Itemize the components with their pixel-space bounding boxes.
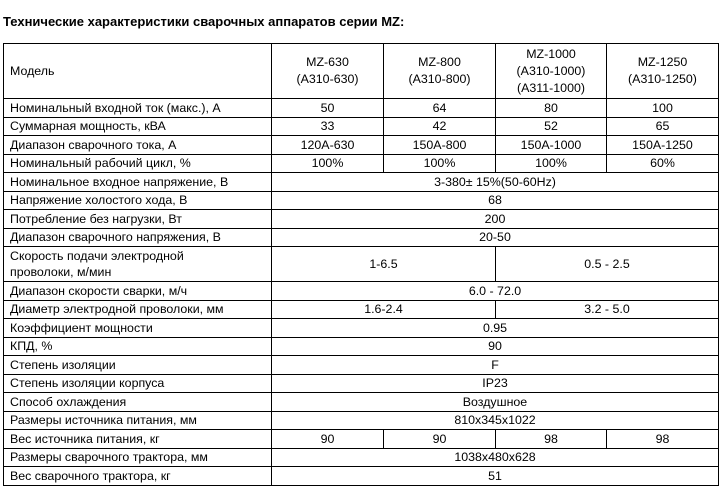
model-header-cell	[384, 44, 496, 99]
merged-value-cell: 6.0 - 72.0	[272, 282, 719, 301]
merged-value-cell: 200	[272, 210, 719, 229]
table-row	[4, 319, 719, 338]
table-row	[4, 228, 719, 247]
merged-value-cell: 3.2 - 5.0	[496, 300, 719, 319]
table-row	[4, 117, 719, 136]
table-row	[4, 430, 719, 449]
table-row	[4, 374, 719, 393]
value-cell: 100%	[384, 154, 496, 173]
table-row	[4, 210, 719, 229]
merged-value-cell: Воздушное	[272, 393, 719, 412]
table-row	[4, 282, 719, 301]
value-cell: 100%	[496, 154, 607, 173]
spec-table	[3, 43, 719, 486]
row-label-cell: Номинальный рабочий цикл, %	[4, 154, 272, 173]
row-label-cell: Номинальное входное напряжение, В	[4, 173, 272, 192]
value-cell: 150A-1250	[607, 136, 719, 155]
model-code-alt: (A311-1000)	[517, 80, 585, 95]
merged-value-cell: 0.5 - 2.5	[496, 247, 719, 282]
table-row	[4, 337, 719, 356]
table-row	[4, 99, 719, 118]
row-label-cell: Потребление без нагрузки, Вт	[4, 210, 272, 229]
row-label-cell: Напряжение холостого хода, В	[4, 191, 272, 210]
value-cell: 90	[384, 430, 496, 449]
row-label-line: проволоки, м/мин	[10, 265, 112, 279]
row-label-cell: Размеры сварочного трактора, мм	[4, 448, 272, 467]
row-label-cell: Способ охлаждения	[4, 393, 272, 412]
model-name: MZ-800	[418, 55, 461, 69]
row-label-cell: Диапазон скорости сварки, м/ч	[4, 282, 272, 301]
merged-value-cell: 68	[272, 191, 719, 210]
value-cell: 120A-630	[272, 136, 384, 155]
model-code: (A310-1000)	[516, 63, 586, 78]
merged-value-cell: 810x345x1022	[272, 411, 719, 430]
table-row	[4, 467, 719, 486]
table-row	[4, 411, 719, 430]
value-cell: 100	[607, 99, 719, 118]
model-name: MZ-1000	[526, 46, 576, 61]
value-cell: 65	[607, 117, 719, 136]
row-label-cell: Суммарная мощность, кВА	[4, 117, 272, 136]
model-code: (A310-800)	[408, 72, 471, 86]
document-title: Технические характеристики сварочных аппаратов серии MZ:	[3, 14, 405, 29]
value-cell: 33	[272, 117, 384, 136]
row-label-cell: Коэффициент мощности	[4, 319, 272, 338]
value-cell: 150A-1000	[496, 136, 607, 155]
header-label-cell: Модель	[4, 44, 272, 99]
model-header-cell	[607, 44, 719, 99]
merged-value-cell: 1-6.5	[272, 247, 496, 282]
merged-value-cell: 3-380± 15%(50-60Hz)	[272, 173, 719, 192]
row-label-line: Скорость подачи электродной	[10, 249, 184, 263]
row-label-cell: Вес источника питания, кг	[4, 430, 272, 449]
model-name: MZ-1250	[637, 55, 688, 69]
merged-value-cell: 90	[272, 337, 719, 356]
value-cell: 90	[272, 430, 384, 449]
value-cell: 52	[496, 117, 607, 136]
merged-value-cell: IP23	[272, 374, 719, 393]
merged-value-cell: 20-50	[272, 228, 719, 247]
value-cell: 80	[496, 99, 607, 118]
row-label-cell: Диапазон сварочного тока, А	[4, 136, 272, 155]
row-label-cell: Номинальный входной ток (макс.), А	[4, 99, 272, 118]
value-cell: 64	[384, 99, 496, 118]
table-row	[4, 393, 719, 412]
row-label-cell: Вес сварочного трактора, кг	[4, 467, 272, 486]
row-label-cell: Степень изоляции корпуса	[4, 374, 272, 393]
table-row	[4, 191, 719, 210]
merged-value-cell: 51	[272, 467, 719, 486]
table-header-row	[4, 44, 719, 99]
value-cell: 150A-800	[384, 136, 496, 155]
value-cell: 98	[496, 430, 607, 449]
model-name: MZ-630	[306, 55, 349, 69]
value-cell: 50	[272, 99, 384, 118]
model-code: (A310-1250)	[628, 72, 697, 86]
value-cell: 60%	[607, 154, 719, 173]
row-label-cell: Размеры источника питания, мм	[4, 411, 272, 430]
table-row	[4, 136, 719, 155]
table-row	[4, 154, 719, 173]
table-row	[4, 173, 719, 192]
row-label-cell: КПД, %	[4, 337, 272, 356]
table-row	[4, 247, 719, 282]
merged-value-cell: 1038x480x628	[272, 448, 719, 467]
value-cell: 42	[384, 117, 496, 136]
row-label-cell: Диапазон сварочного напряжения, В	[4, 228, 272, 247]
merged-value-cell: 0.95	[272, 319, 719, 338]
row-label-cell: Диаметр электродной проволоки, мм	[4, 300, 272, 319]
value-cell: 100%	[272, 154, 384, 173]
value-cell: 98	[607, 430, 719, 449]
spec-table-body	[4, 44, 719, 486]
model-code: (A310-630)	[296, 72, 359, 86]
row-label-cell	[4, 247, 272, 282]
model-header-cell	[272, 44, 384, 99]
table-row	[4, 300, 719, 319]
row-label-cell: Степень изоляции	[4, 356, 272, 375]
merged-value-cell: 1.6-2.4	[272, 300, 496, 319]
model-header-cell	[496, 44, 607, 99]
table-row	[4, 356, 719, 375]
table-row	[4, 448, 719, 467]
merged-value-cell: F	[272, 356, 719, 375]
